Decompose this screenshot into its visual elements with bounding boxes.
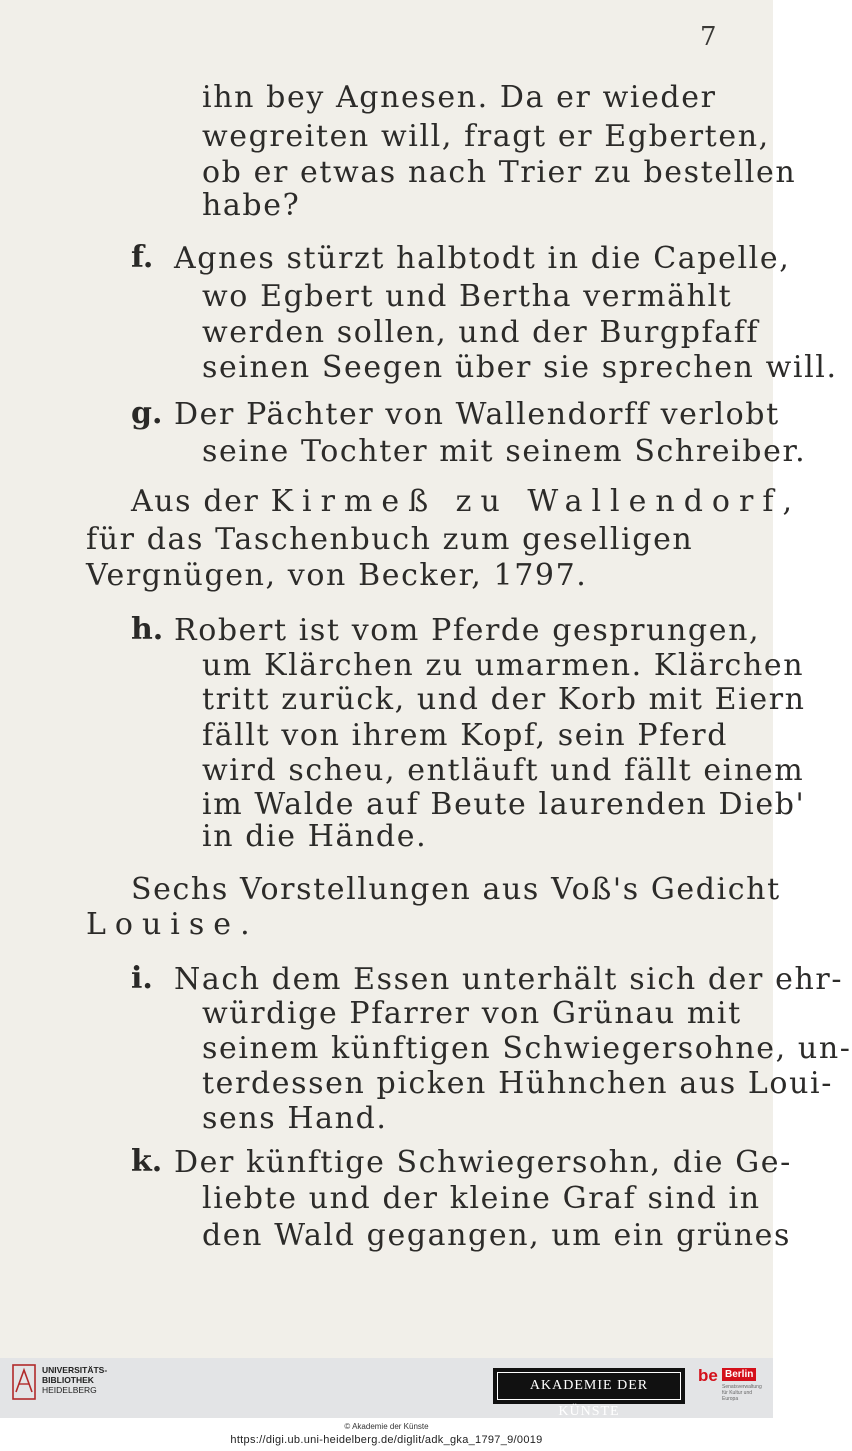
text-line: sens Hand. (202, 1101, 388, 1136)
page-number: 7 (700, 22, 717, 52)
text-line: liebte und der kleine Graf sind in (202, 1181, 761, 1216)
university-seal-icon (12, 1364, 36, 1400)
text-line: für das Taschenbuch zum geselligen (86, 522, 694, 557)
text-line: wo Egbert und Bertha vermählt (202, 279, 733, 314)
text-line: wird scheu, entläuft und fällt einem (202, 753, 805, 788)
university-library-logo[interactable]: UNIVERSITÄTS- BIBLIOTHEK HEIDELBERG (42, 1365, 108, 1395)
text-line: tritt zurück, und der Korb mit Eiern (202, 682, 806, 717)
text-line: Der künftige Schwiegersohn, die Ge- (174, 1145, 792, 1180)
text-line: terdessen picken Hühnchen aus Loui- (202, 1066, 833, 1101)
berlin-senate-logo[interactable]: be Berlin Senatsverwaltung für Kultur und Europa (698, 1366, 762, 1402)
text-line: um Klärchen zu umarmen. Klärchen (202, 648, 805, 683)
text-line: würdige Pfarrer von Grünau mit (202, 996, 742, 1031)
text-line: in die Hände. (202, 819, 428, 854)
text-line: seine Tochter mit seinem Schreiber. (202, 434, 807, 469)
text-line: habe? (202, 188, 301, 223)
text-line: seinen Seegen über sie sprechen will. (202, 350, 838, 385)
text-line: Louise. (86, 907, 252, 942)
source-line: Aus der Kirmeß zu Wallendorf, (131, 484, 794, 519)
item-label: g. (131, 396, 163, 431)
text-line: Der Pächter von Wallendorff verlobt (174, 397, 780, 432)
text-line: Agnes stürzt halbtodt in die Capelle, (174, 241, 791, 276)
viewer-footer (0, 1358, 773, 1418)
text-line: Robert ist vom Pferde gesprungen, (174, 613, 761, 648)
text-line: fällt von ihrem Kopf, sein Pferd (202, 718, 728, 753)
text-line: seinem künftigen Schwiegersohne, un- (202, 1031, 852, 1066)
text-line: im Walde auf Beute laurenden Dieb' (202, 787, 806, 822)
text-line: ihn bey Agnesen. Da er wieder (202, 80, 717, 115)
copyright-notice: © Akademie der Künste (344, 1422, 429, 1431)
text-line: wegreiten will, fragt er Egberten, (202, 119, 770, 154)
item-label: h. (131, 612, 164, 647)
item-label: f. (131, 240, 154, 275)
text-line: werden sollen, und der Burgpfaff (202, 315, 760, 350)
permalink[interactable]: https://digi.ub.uni-heidelberg.de/diglit/adk_gka_1797_9/0019 (230, 1434, 543, 1446)
academy-logo[interactable] (493, 1368, 685, 1419)
text-line: Sechs Vorstellungen aus Voß's Gedicht (131, 872, 781, 907)
academy-logo-text: AKADEMIE DER KÜNSTE (497, 1372, 681, 1400)
item-label: i. (131, 961, 153, 996)
text-line: Nach dem Essen unterhält sich der ehr- (174, 962, 844, 997)
text-line: Vergnügen, von Becker, 1797. (86, 558, 588, 593)
text-line: den Wald gegangen, um ein grünes (202, 1218, 792, 1253)
text-line: ob er etwas nach Trier zu bestellen (202, 155, 797, 190)
item-label: k. (131, 1144, 163, 1179)
